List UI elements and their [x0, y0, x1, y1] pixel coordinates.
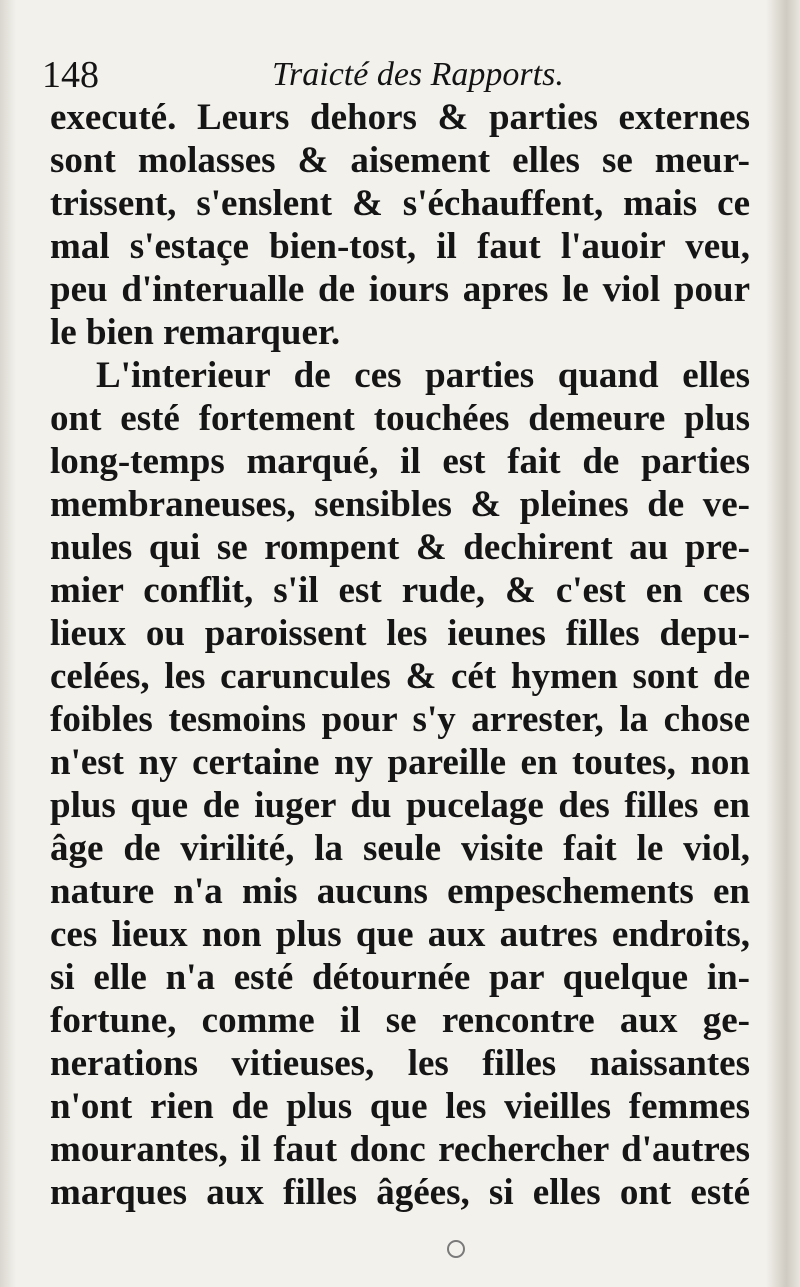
body-text: [50, 96, 750, 1214]
text-line: mier conflit, s'il est rude, & c'est en ces: [50, 570, 750, 611]
text-line: L'interieur de ces parties quand elles: [96, 355, 750, 396]
page-left-edge: [0, 0, 16, 1287]
text-line: n'ont rien de plus que les vieilles femmes: [50, 1086, 750, 1127]
text-line: fortune, comme il se rencontre aux ge-: [50, 1000, 750, 1041]
text-line: ces lieux non plus que aux autres endroits,: [50, 914, 750, 955]
text-line: foibles tesmoins pour s'y arrester, la chose: [50, 699, 750, 740]
text-line: n'est ny certaine ny pareille en toutes, non: [50, 742, 750, 783]
text-line: long-temps marqué, il est fait de parties: [50, 441, 750, 482]
text-line: ont esté fortement touchées demeure plus: [50, 398, 750, 439]
text-line: âge de virilité, la seule visite fait le viol,: [50, 828, 750, 869]
text-line: le bien remarquer.: [50, 312, 341, 353]
text-line: celées, les caruncules & cét hymen sont de: [50, 656, 750, 697]
page-binding-shadow: [766, 0, 800, 1287]
text-line: executé. Leurs dehors & parties externes: [50, 97, 750, 138]
page-header: [42, 52, 742, 98]
text-line: marques aux filles âgées, si elles ont esté: [50, 1172, 750, 1213]
text-line: nature n'a mis aucuns empeschements en: [50, 871, 750, 912]
text-line: sont molasses & aisement elles se meur-: [50, 140, 750, 181]
paragraph-1: [50, 96, 750, 354]
text-line: trissent, s'enslent & s'échauffent, mais ce: [50, 183, 750, 224]
text-line: peu d'interualle de iours apres le viol pour: [50, 269, 750, 310]
page-ornament-mark: [447, 1240, 465, 1258]
text-line: lieux ou paroissent les ieunes filles depu-: [50, 613, 750, 654]
text-line: mourantes, il faut donc rechercher d'autres: [50, 1129, 750, 1170]
text-line: mal s'estaçe bien-tost, il faut l'auoir veu,: [50, 226, 750, 267]
text-line: plus que de iuger du pucelage des filles en: [50, 785, 750, 826]
paragraph-2: [50, 354, 750, 1214]
text-line: membraneuses, sensibles & pleines de ve-: [50, 484, 750, 525]
text-line: nules qui se rompent & dechirent au pre-: [50, 527, 750, 568]
page-number: 148: [42, 54, 99, 96]
text-line: nerations vitieuses, les filles naissantes: [50, 1043, 750, 1084]
text-line: si elle n'a esté détournée par quelque in-: [50, 957, 750, 998]
running-title: Traicté des Rapports.: [272, 56, 564, 93]
